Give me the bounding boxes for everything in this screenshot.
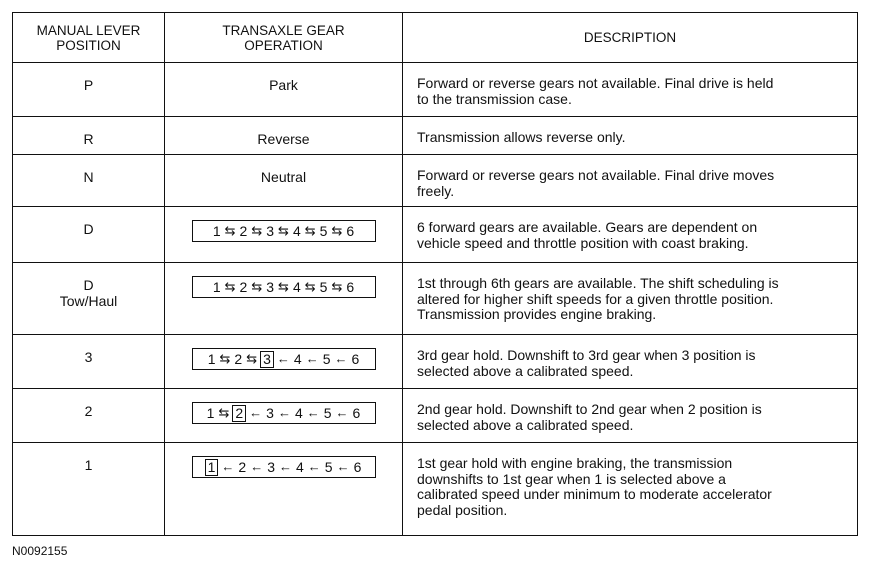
lever-position-cell xyxy=(13,207,165,263)
shift-both-ways-icon: ⇆ xyxy=(331,279,343,294)
description-line: pedal position. xyxy=(417,501,508,518)
downshift-arrow-icon: ← xyxy=(277,405,291,420)
lever-position: P xyxy=(83,77,94,93)
gear-number: 4 xyxy=(292,223,301,239)
gear-operation-cell xyxy=(165,63,403,117)
lever-position: R xyxy=(83,131,94,147)
gear-number: 2 xyxy=(238,459,247,475)
description-line: selected above a calibrated speed. xyxy=(417,416,634,433)
downshift-arrow-icon: ← xyxy=(305,351,319,366)
shift-both-ways-icon: ⇆ xyxy=(278,223,289,238)
table-row xyxy=(13,263,858,335)
table-row xyxy=(13,155,858,207)
description-line: 6 forward gears are available. Gears are dependent on xyxy=(417,219,758,235)
downshift-arrow-icon: ← xyxy=(250,459,264,474)
description-line: freely. xyxy=(417,182,455,199)
description-cell xyxy=(403,155,858,207)
shift-both-ways-icon: ⇆ xyxy=(251,279,263,294)
gear-number: 6 xyxy=(351,351,360,367)
gear-sequence-diagram xyxy=(192,402,376,424)
gear-number: 2 xyxy=(234,351,243,367)
shift-both-ways-icon: ⇆ xyxy=(218,405,230,420)
downshift-arrow-icon: ← xyxy=(279,459,292,474)
gear-number: 5 xyxy=(322,351,331,367)
shift-both-ways-icon: ⇆ xyxy=(331,223,343,238)
gear-operation-cell xyxy=(165,335,403,389)
gear-number: 2 xyxy=(239,223,248,239)
gear-sequence-diagram xyxy=(192,456,376,478)
table-row xyxy=(13,63,858,117)
description-line: selected above a calibrated speed. xyxy=(417,362,634,379)
transmission-table xyxy=(12,12,858,536)
description-line: calibrated speed under minimum to moderate accelerator xyxy=(417,486,772,502)
downshift-arrow-icon: ← xyxy=(334,351,348,366)
gear-operation-cell xyxy=(165,443,403,536)
lever-position: 2 xyxy=(84,403,93,419)
gear-number: 6 xyxy=(346,223,355,239)
shift-both-ways-icon: ⇆ xyxy=(246,351,258,366)
gear-number: 5 xyxy=(319,223,328,239)
shift-both-ways-icon: ⇆ xyxy=(224,279,236,294)
lever-position-cell xyxy=(13,389,165,443)
lever-position: N xyxy=(83,169,94,185)
gear-operation: Neutral xyxy=(260,169,307,185)
description-cell xyxy=(403,117,858,155)
held-gear: 1 xyxy=(205,459,219,476)
gear-number: 1 xyxy=(207,351,216,367)
description-cell xyxy=(403,207,858,263)
header-row xyxy=(13,13,858,63)
lever-position: D xyxy=(83,221,94,237)
header-transaxle-gear-operation: TRANSAXLE GEAR OPERATION xyxy=(165,13,403,63)
gear-number: 1 xyxy=(206,405,215,421)
gear-number: 3 xyxy=(266,405,274,421)
description-line: Forward or reverse gears not available. Final drive moves xyxy=(417,167,775,183)
gear-sequence-diagram xyxy=(192,348,376,370)
gear-operation-cell xyxy=(165,207,403,263)
shift-both-ways-icon: ⇆ xyxy=(251,223,263,238)
lever-position-cell xyxy=(13,155,165,207)
gear-number: 6 xyxy=(346,279,355,295)
gear-number: 6 xyxy=(352,405,361,421)
description-cell xyxy=(403,63,858,117)
table-row xyxy=(13,117,858,155)
description-cell xyxy=(403,443,858,536)
gear-number: 3 xyxy=(266,223,275,239)
gear-number: 5 xyxy=(319,279,328,295)
shift-both-ways-icon: ⇆ xyxy=(304,223,316,238)
shift-both-ways-icon: ⇆ xyxy=(304,279,316,294)
gear-operation: Park xyxy=(269,77,298,93)
held-gear: 3 xyxy=(260,351,274,368)
header-manual-lever-position: MANUAL LEVER POSITION xyxy=(13,13,165,63)
gear-operation-cell xyxy=(165,155,403,207)
downshift-arrow-icon: ← xyxy=(335,405,349,420)
downshift-arrow-icon: ← xyxy=(276,351,290,366)
description-line: Transmission provides engine braking. xyxy=(417,306,657,322)
held-gear: 2 xyxy=(232,405,246,422)
table-row xyxy=(13,207,858,263)
header-description: DESCRIPTION xyxy=(403,13,858,63)
table-row xyxy=(13,335,858,389)
gear-operation-cell xyxy=(165,117,403,155)
gear-number: 1 xyxy=(212,279,221,295)
downshift-arrow-icon: ← xyxy=(306,405,320,420)
description-line: 2nd gear hold. Downshift to 2nd gear when 2 position is xyxy=(417,401,762,417)
gear-operation-cell xyxy=(165,389,403,443)
description-cell xyxy=(403,335,858,389)
downshift-arrow-icon: ← xyxy=(307,459,321,474)
shift-both-ways-icon: ⇆ xyxy=(224,223,236,238)
gear-number: 6 xyxy=(353,459,362,475)
gear-number: 3 xyxy=(266,279,275,295)
gear-sequence-diagram xyxy=(192,220,376,242)
gear-number: 5 xyxy=(324,459,333,475)
lever-position: Tow/Haul xyxy=(59,293,118,309)
description-line: altered for higher shift speeds for a given throttle position. xyxy=(417,290,774,307)
description-cell xyxy=(403,389,858,443)
gear-number: 4 xyxy=(294,405,303,421)
lever-position: 3 xyxy=(84,349,93,365)
downshift-arrow-icon: ← xyxy=(336,459,350,474)
lever-position-cell xyxy=(13,63,165,117)
downshift-arrow-icon: ← xyxy=(249,405,263,420)
description-line: Transmission allows reverse only. xyxy=(417,129,626,145)
lever-position-cell xyxy=(13,335,165,389)
lever-position-cell xyxy=(13,263,165,335)
gear-number: 4 xyxy=(296,459,304,475)
downshift-arrow-icon: ← xyxy=(221,459,235,474)
description-line: Forward or reverse gears not available. Final drive is held xyxy=(417,75,774,91)
gear-number: 5 xyxy=(323,405,332,421)
description-line: downshifts to 1st gear when 1 is selected above a xyxy=(417,470,726,487)
gear-number: 2 xyxy=(239,279,248,295)
description-line: to the transmission case. xyxy=(417,90,572,107)
gear-number: 3 xyxy=(267,459,275,475)
gear-sequence-diagram xyxy=(192,276,376,298)
description-line: vehicle speed and throttle position with coast braking. xyxy=(417,234,749,251)
gear-operation-cell xyxy=(165,263,403,335)
lever-position-cell xyxy=(13,117,165,155)
gear-operation: Reverse xyxy=(257,131,310,147)
description-line: 3rd gear hold. Downshift to 3rd gear when 3 position is xyxy=(417,347,756,363)
lever-position: 1 xyxy=(84,457,93,473)
lever-position: D xyxy=(83,277,94,293)
table-row xyxy=(13,389,858,443)
shift-both-ways-icon: ⇆ xyxy=(219,351,231,366)
gear-number: 4 xyxy=(292,279,301,295)
description-line: 1st through 6th gears are available. The shift scheduling is xyxy=(417,275,779,291)
table-row xyxy=(13,443,858,536)
shift-both-ways-icon: ⇆ xyxy=(278,279,289,294)
description-cell xyxy=(403,263,858,335)
description-line: 1st gear hold with engine braking, the transmission xyxy=(417,455,733,471)
gear-number: 1 xyxy=(212,223,221,239)
gear-number: 4 xyxy=(293,351,302,367)
lever-position-cell xyxy=(13,443,165,536)
figure-id: N0092155 xyxy=(12,544,68,558)
